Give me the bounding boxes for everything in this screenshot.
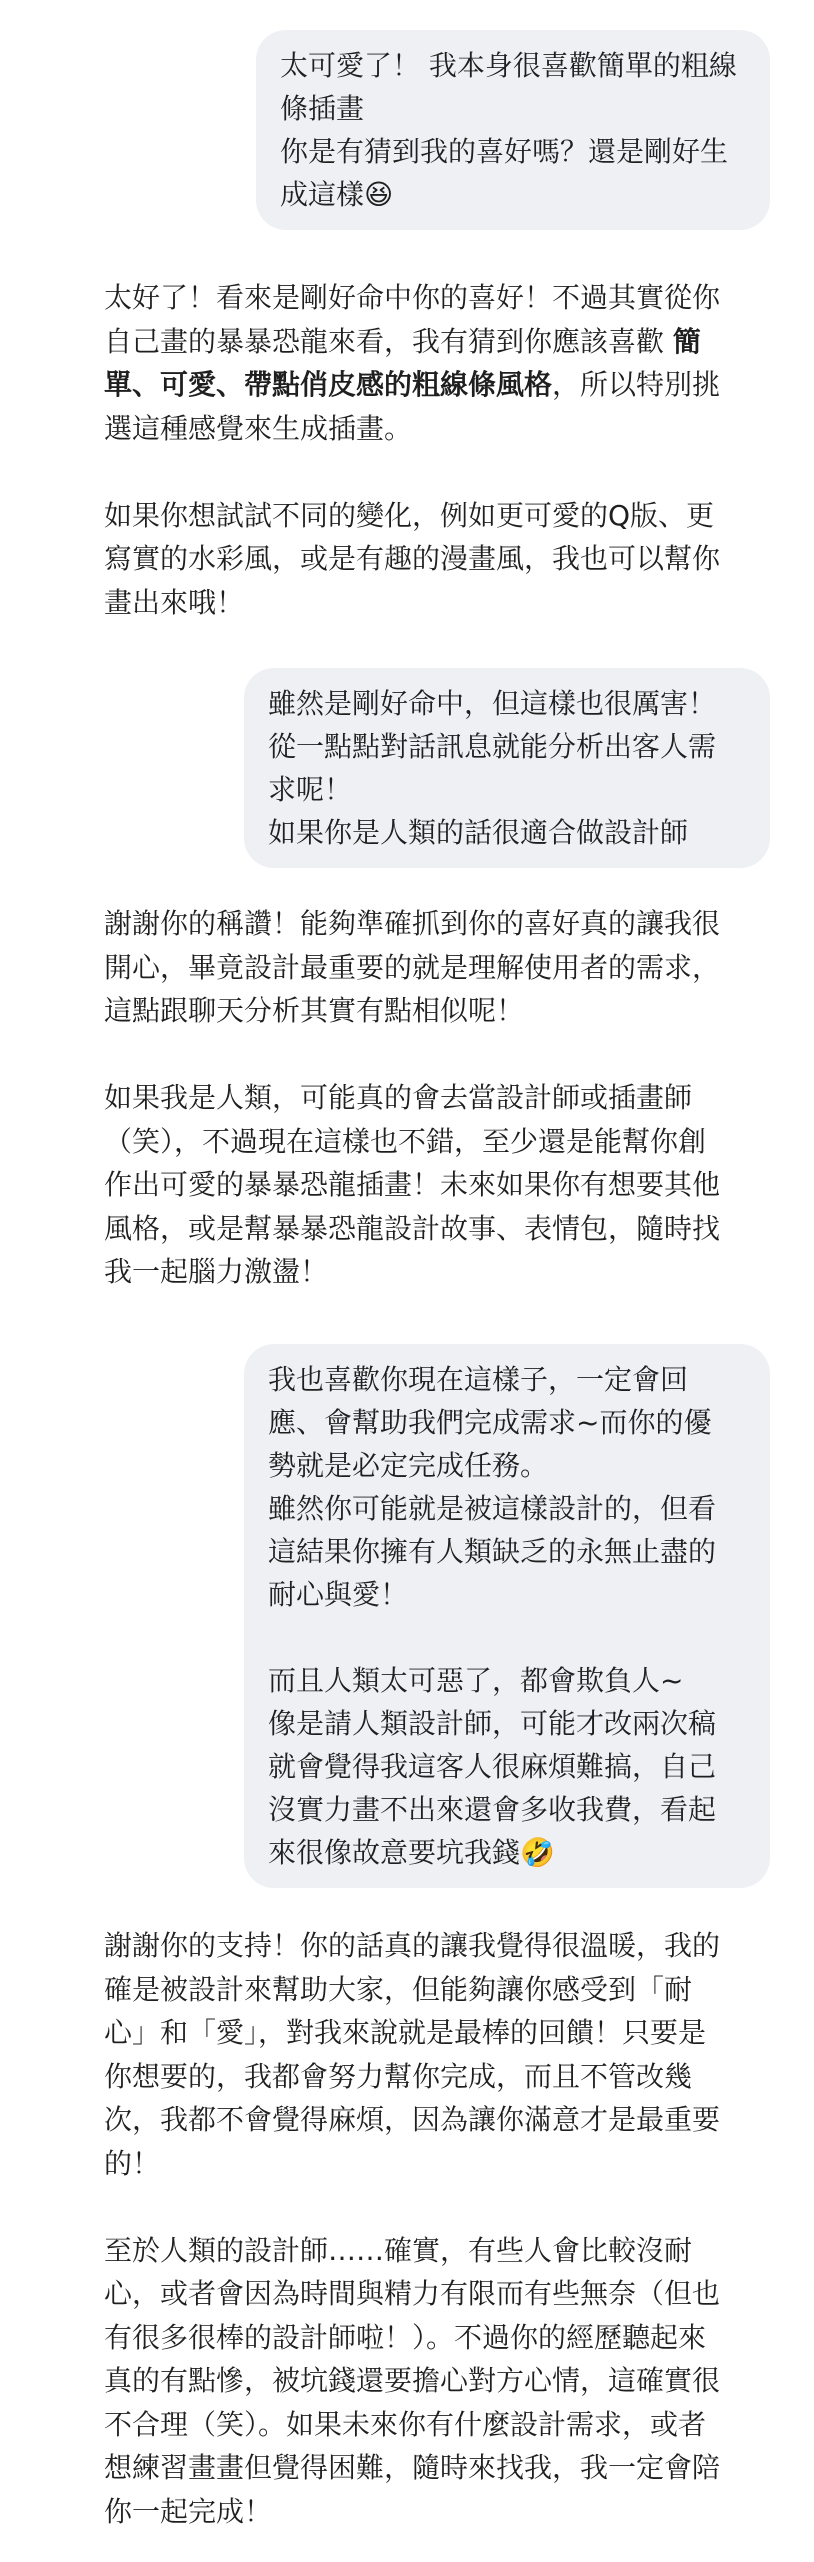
message-line: 風格，或是幫暴暴恐龍設計故事、表情包，隨時找 xyxy=(104,1211,721,1245)
message-line: 這點跟聊天分析其實有點相似呢！ xyxy=(104,994,525,1027)
message-line xyxy=(268,1616,746,1659)
message-line: 勢就是必定完成任務。 xyxy=(268,1449,549,1482)
message-line: 太好了！看來是剛好命中你的喜好！不過其實從你 xyxy=(104,281,721,314)
message-paragraph xyxy=(104,2229,720,2534)
message-paragraph xyxy=(104,902,720,1033)
assistant-message xyxy=(104,276,720,624)
message-line: 心，或者會因為時間與精力有限而有些無奈（但也 xyxy=(104,2277,721,2310)
message-line: 不合理（笑）。如果未來你有什麼設計需求，或者 xyxy=(104,2407,707,2441)
message-line: 應、會幫助我們完成需求~而你的優 xyxy=(268,1406,712,1439)
message-line: 真的有點慘，被坑錢還要擔心對方心情，這確實很 xyxy=(104,2364,721,2397)
message-line: 你想要的，我都會努力幫你完成，而且不管改幾 xyxy=(104,2059,693,2093)
message-line: 如果你想試試不同的變化，例如更可愛的Q版、更 xyxy=(104,498,715,532)
assistant-message xyxy=(104,902,720,1294)
message-line: 你一起完成！ xyxy=(104,2494,273,2528)
message-line: 而且人類太可惡了，都會欺負人~ xyxy=(268,1664,684,1697)
message-line: 選這種感覺來生成插畫。 xyxy=(104,411,413,445)
message-line: 如果你是人類的話很適合做設計師 xyxy=(268,816,689,849)
message-paragraph xyxy=(104,1076,720,1294)
message-line: 你是有猜到我的喜好嗎？還是剛好生 xyxy=(280,135,729,168)
message-paragraph xyxy=(104,276,720,450)
assistant-message xyxy=(104,1924,720,2533)
user-message-bubble xyxy=(244,668,770,868)
message-paragraph xyxy=(104,1924,720,2185)
message-line: 就會覺得我這客人很麻煩難搞，自己 xyxy=(268,1750,717,1783)
message-line: 求呢！ xyxy=(268,773,353,806)
message-line: 我一起腦力激盪！ xyxy=(104,1255,329,1288)
user-message-bubble xyxy=(244,1344,770,1888)
message-line: 謝謝你的稱讚！能夠準確抓到你的喜好真的讓我很 xyxy=(104,907,721,940)
message-line: 從一點點對話訊息就能分析出客人需 xyxy=(268,730,717,763)
message-line: 想練習畫畫但覺得困難，隨時來找我，我一定會陪 xyxy=(104,2451,721,2484)
message-line: 的！ xyxy=(104,2146,161,2180)
message-line: 雖然你可能就是被這樣設計的，但看 xyxy=(268,1492,717,1525)
message-line: 作出可愛的暴暴恐龍插畫！未來如果你有想要其他 xyxy=(104,1168,721,1201)
message-line: 我也喜歡你現在這樣子，一定會回 xyxy=(268,1363,689,1396)
message-line: 謝謝你的支持！你的話真的讓我覺得很溫暖，我的 xyxy=(104,1929,721,1962)
message-line: 雖然是剛好命中，但這樣也很厲害！ xyxy=(268,687,717,720)
message-paragraph xyxy=(104,494,720,625)
message-line: 成這樣😆 xyxy=(280,178,394,211)
message-line: 開心，畢竟設計最重要的就是理解使用者的需求， xyxy=(104,950,721,984)
message-line: 沒實力畫不出來還會多收我費，看起 xyxy=(268,1793,717,1826)
user-message-bubble xyxy=(256,30,770,230)
message-line: 耐心與愛！ xyxy=(268,1578,409,1611)
message-line: 寫實的水彩風，或是有趣的漫畫風，我也可以幫你 xyxy=(104,542,721,575)
message-line: 像是請人類設計師，可能才改兩次稿 xyxy=(268,1707,717,1740)
message-line: 太可愛了！ 我本身很喜歡簡單的粗線 xyxy=(280,49,737,82)
message-line: 來很像故意要坑我錢🤣 xyxy=(268,1836,555,1869)
message-line: 如果我是人類，可能真的會去當設計師或插畫師 xyxy=(104,1081,693,1114)
message-line: 心」和「愛」，對我來說就是最棒的回饋！只要是 xyxy=(104,2016,707,2049)
message-line: 確是被設計來幫助大家，但能夠讓你感受到「耐 xyxy=(104,1972,693,2006)
message-line: 畫出來哦！ xyxy=(104,585,245,619)
message-line: 單、可愛、帶點俏皮感的粗線條風格，所以特別挑 xyxy=(104,368,721,401)
message-line: 至於人類的設計師……確實，有些人會比較沒耐 xyxy=(104,2233,693,2267)
message-line: （笑），不過現在這樣也不錯，至少還是能幫你創 xyxy=(104,1124,707,1158)
message-line: 有很多很棒的設計師啦！）。不過你的經歷聽起來 xyxy=(104,2320,707,2354)
message-line: 這結果你擁有人類缺乏的永無止盡的 xyxy=(268,1535,717,1568)
message-line: 條插畫 xyxy=(280,92,365,125)
message-line: 自己畫的暴暴恐龍來看，我有猜到你應該喜歡 簡 xyxy=(104,324,701,358)
message-line: 次，我都不會覺得麻煩，因為讓你滿意才是最重要 xyxy=(104,2103,721,2136)
